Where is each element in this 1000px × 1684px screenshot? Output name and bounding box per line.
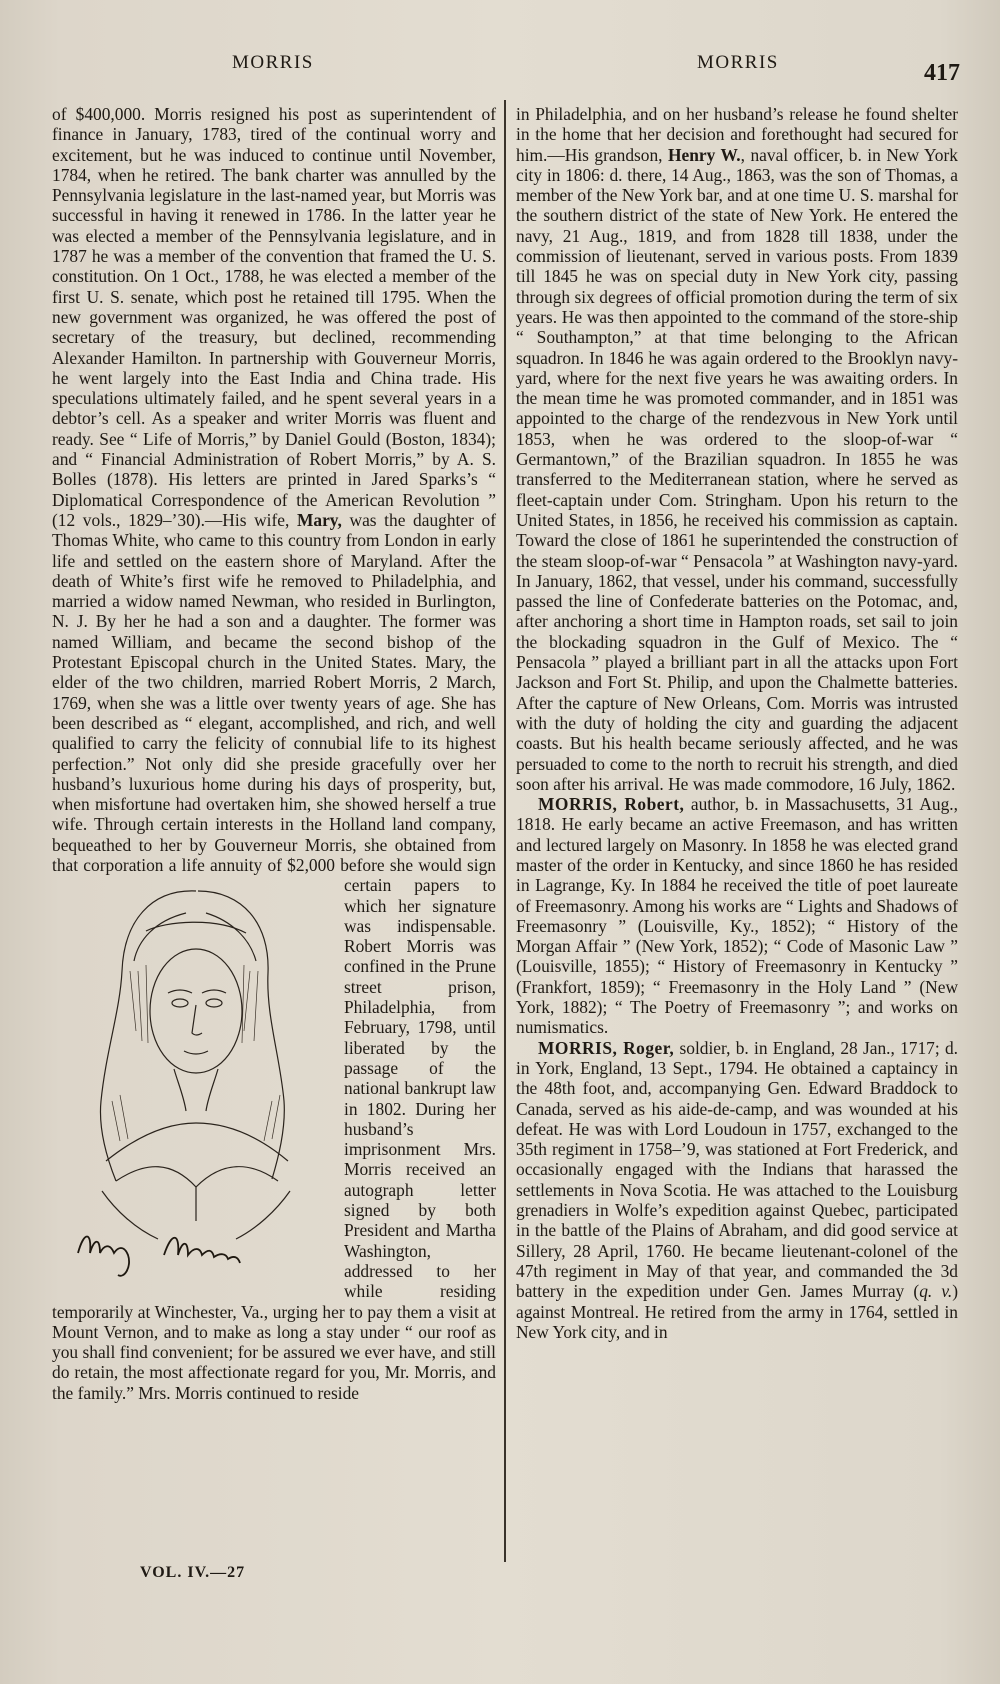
- right-para1a-text: in Philadelphia, and on her husband’s release he found shelter in the home that her decision and forethought had secured for him.—His grandson,: [516, 104, 958, 165]
- right-column: [516, 104, 958, 1342]
- robert-text: author, b. in Massachusetts, 31 Aug., 1818. He early became an active Freemason, and has written and lectured largely on Masonry. In 1858 he was elected grand master of the order in Kentucky, and since 1860 he has resided in Lagrange, Ky. In 1884 he received the title of poet laureate of Freemasonry. Among his works are “ Lights and Shadows of Freemasonry ” (Louisville, Ky., 1852); “ History of the Morgan Affair ” (New York, 1852); “ Code of Masonic Law ” (Louisville, 1855); “ History of Freemasonry in Kentucky ” (Frankfort, 1859); “ Freemasonry in the Holy Land ” (New York, 1882); “ The Poetry of Freemasonry ”; and works on numismatics.: [516, 794, 959, 1038]
- robert-heading: MORRIS, Robert,: [538, 794, 685, 815]
- henry-name: Henry W.: [668, 144, 741, 165]
- left-column: [52, 104, 496, 1403]
- entry-robert-morris: [516, 794, 958, 1038]
- right-para1b-text: , naval officer, b. in New York city in 1806: d. there, 14 Aug., 1863, was the son of Thomas, a member of the New York bar, and at one time U. S. marshal for the southern district of the state of New York. He entered the navy, 21 Aug., 1819, and from 1828 till 1838, under the commission of lieutenant, served in various posts. From 1839 till 1845 he was on special duty in New York city, passing through six degrees of official promotion during the term of six years. He was then appointed to the command of the store-ship “ Southampton,” at that time belonging to the African squadron. In 1846 he was again ordered to the Brooklyn navy-yard, where for the next five years he was awaiting orders. In the mean time he was promoted commander, and in 1851 was appointed to the charge of the rendezvous in New York until 1853, when he was ordered to the sloop-of-war “ Germantown,” of the Brazilian squadron. In 1855 he was transferred to the Mediterranean station, where he served as fleet-captain under Com. Stringham. Upon his return to the United States, in 1856, he received his commission as captain. Toward the close of 1861 he superintended the construction of the steam sloop-of-war “ Pensacola ” at Washington navy-yard. In January, 1862, that vessel, under his command, successfully passed the line of Confederate batteries on the Potomac, and, after anchoring a short time in Hampton roads, set sail to join the blockading squadron in the Gulf of Mexico. The “ Pensacola ” played a brilliant part in all the attacks upon Fort Jackson and Fort St. Philip, and upon the Chalmette batteries. After the capture of New Orleans, Com. Morris was intrusted with the duty of holding the city and guarding the adjacent coasts. But his health became seriously affected, and he was persuaded to come to the north to recruit his strength, and died soon after his arrival. He was made commodore, 16 July, 1862.: [516, 144, 958, 794]
- roger-text-2: ) against Montreal. He retired from the army in 1764, settled in New York city, and in: [516, 1281, 959, 1342]
- roger-heading: MORRIS, Roger,: [538, 1037, 675, 1058]
- left-para1b-block: [52, 510, 496, 1403]
- entry-roger-morris: [516, 1038, 958, 1342]
- roger-text: soldier, b. in England, 28 Jan., 1717; d. in York, England, 13 Sept., 1794. He obtained a captaincy in the 48th foot, and, accompanying Gen. Edward Braddock to Canada, served as his aide-de-camp, and was wounded at his defeat. He was with Lord Loudoun in 1757, exchanged to the 35th regiment in 1758–’9, was stationed at Fort Frederick, and occasionally engaged with the Indians that harassed the settlements in Nova Scotia. He was attached to the Louisburg grenadiers in Wolfe’s expedition against Quebec, participated in the battle of the Plains of Abraham, and did good service at Sillery, 28 April, 1760. He became lieutenant-colonel of the 47th regiment in May of that year, and commanded the 3d battery in the expedition under Gen. James Murray (: [516, 1037, 958, 1302]
- column-divider: [504, 100, 506, 1562]
- left-para1b-text: was the daughter of Thomas White, who came to this country from London in early life and settled on the eastern shore of Maryland. After the death of White’s first wife he removed to Philadelphia, and married a widow named Newman, who resided in Burlington, N. J. By her he had a son and a daughter. The former was named William, and became the second bishop of the Protestant Episcopal church in the United States. Mary, the elder of the two children, married Robert Morris, 2 March, 1769, when she was a little over twenty years of age. She has been described as “ elegant, accomplished, and rich, and well qualified to carry the felicity of connubial life to its highest perfection.” Not only did she preside gracefully over her husband’s luxurious home during his days of prosperity, but, when misfortune had overtaken him, she showed herself a true wife. Through certain interests in the Holland land company, bequeathed to her by Gouverneur Morris, she obtained from that corpo: [52, 509, 497, 875]
- left-para-intro: [52, 104, 496, 1403]
- qv-ref: q. v.: [919, 1281, 953, 1302]
- page-number: 417: [924, 60, 960, 86]
- left-para1-text: of $400,000. Morris resigned his post as superintendent of finance in January, 1783, tired of the continual worry and excitement, but he was induced to continue until November, 1784, when he retired. The bank charter was annulled by the Pennsylvania legislature in the last-named year, but Morris was successful in having it renewed in 1786. In the latter year he was elected a member of the Pennsylvania legislature, and in 1787 he was a member of the convention that framed the U. S. constitution. On 1 Oct., 1788, he was elected a member of the first U. S. senate, which post he retained till 1795. When the new government was organized, he was offered the post of secretary of the treasury, but declined, recommending Alexander Hamilton. In partnership with Gouverneur Morris, he went largely into the East India and China trade. His speculations ultimately failed, and he spent several years in a debtor’s cell. As a speaker and writer Morris was fluent and ready. See “ Life of Morris,” by Daniel Gould (Boston, 1834); and “ Financial Administration of Robert Morris,” by A. S. Bolles (1878). His letters are printed in Jared Sparks’s “ Diplomatical Correspondence of the American Revolution ” (12 vols., 1829–’30).—His wife,: [52, 104, 496, 530]
- signature-mark: VOL. IV.—27: [140, 1564, 246, 1581]
- right-running-head: MORRIS: [697, 52, 779, 73]
- mary-name: Mary,: [296, 509, 342, 530]
- portrait-engraving: [46, 861, 336, 1295]
- left-running-head: MORRIS: [232, 52, 314, 73]
- left-para1b-continued: ration a life annuity of $2,000 before she would sign certain papers to which her signature was indispensable. Robert Morris was confined in the Prune street prison, Philadelphia, from February, 1798, until liberated by the passage of the national bankrupt law in 1802. During her husband’s imprisonment Mrs. Morris received an autograph letter signed by both President and Martha Washington, addressed to her while residing temporarily at Winchester, Va., urging her to pay them a visit at Mount Vernon, and to make as long a stay under “ our roof as you shall find convenient; for be assured we ever have, and still do retain, the most affectionate regard for you, Mr. Morris, and the family.” Mrs. Morris continued to reside: [52, 854, 496, 1403]
- right-para-henry: [516, 104, 958, 794]
